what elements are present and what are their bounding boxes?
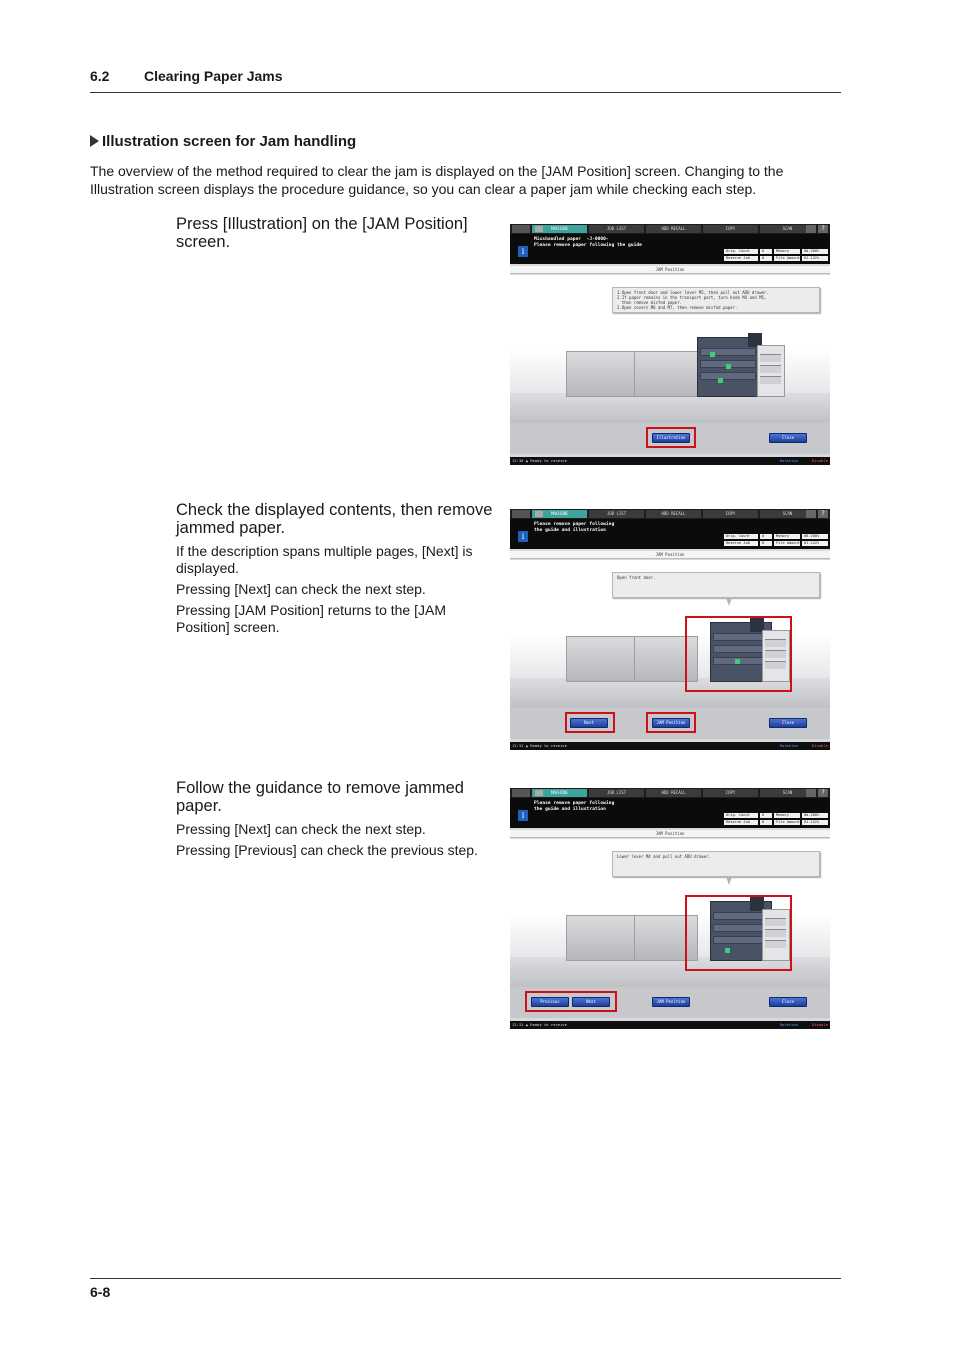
settings-icon[interactable] — [806, 510, 816, 518]
bubble-pointer — [726, 598, 732, 606]
panel-title: JAM Position — [510, 266, 830, 274]
subsection-heading — [90, 133, 356, 150]
section-title: Clearing Paper Jams — [144, 68, 283, 84]
step-3 — [176, 779, 496, 863]
status-left: 12:30 ▲ Ready to receive — [512, 458, 567, 463]
counter-panel — [724, 813, 830, 826]
settings-icon[interactable] — [806, 225, 816, 233]
file-amount-label: File Amount — [776, 541, 800, 545]
step-note: If the description spans multiple pages, [Next] is displayed. — [176, 543, 473, 576]
subsection-heading-text: Illustration screen for Jam handling — [102, 133, 357, 150]
tab-bar — [510, 788, 830, 798]
help-icon[interactable]: ? — [818, 510, 828, 518]
reserve-job-value: 0 — [760, 541, 772, 546]
next-button[interactable]: Next — [572, 997, 610, 1007]
step-heading: Follow the guidance to remove jammed paper. — [176, 779, 464, 815]
tray — [760, 376, 781, 384]
step-heading: Press [Illustration] on the [JAM Position] screen. — [176, 215, 468, 251]
illustration-button[interactable]: Illustration — [652, 433, 690, 443]
close-button[interactable]: Close — [769, 718, 807, 728]
orig-count-value: 0 — [760, 534, 772, 539]
file-amount-label: File Amount — [776, 820, 800, 824]
ready-text: Ready to receive — [530, 1022, 567, 1027]
tab-label: MACHINE — [551, 511, 568, 516]
step-note: Pressing [JAM Position] returns to the [JAM Position] screen. — [176, 602, 446, 635]
tab-label: SCAN — [782, 226, 793, 231]
drawer — [700, 372, 756, 380]
highlight-frame — [565, 712, 615, 733]
info-icon: i — [518, 810, 528, 821]
tab-hdd-recall[interactable] — [646, 789, 701, 797]
stacker-unit — [634, 351, 698, 397]
file-amount-value: 01.142% — [802, 256, 828, 261]
orig-count-value: 0 — [760, 249, 772, 254]
tab-hdd-recall[interactable] — [646, 510, 701, 518]
floor — [510, 393, 830, 423]
paper-feeder — [757, 345, 785, 397]
counter-panel — [724, 249, 830, 262]
drawer — [700, 348, 756, 356]
file-amount-value: 01.142% — [802, 541, 828, 546]
orig-count-value: 0 — [760, 813, 772, 818]
status-message: Misshandled paper -J-0000- Please remove paper following the guide — [534, 237, 642, 248]
screenshot-jam-position — [510, 224, 830, 465]
tab-label: JOB LIST — [606, 511, 627, 516]
tab-job-list[interactable] — [589, 789, 644, 797]
step-note: Pressing [Next] can check the next step. — [176, 821, 426, 837]
message-bar — [510, 234, 830, 264]
step-note: Pressing [Previous] can check the previous step. — [176, 842, 478, 858]
file-amount-label: File Amount — [776, 256, 800, 260]
status-left: 12:31 ▲ Ready to receive — [512, 1022, 567, 1027]
machine-icon — [535, 511, 543, 517]
reserve-job-value: 0 — [760, 256, 772, 261]
step-heading: Check the displayed contents, then remove jammed paper. — [176, 501, 493, 537]
close-button[interactable]: Close — [769, 997, 807, 1007]
tab-copy[interactable] — [703, 225, 758, 233]
tab-machine[interactable] — [532, 225, 587, 233]
tab-label: COPY — [725, 511, 736, 516]
tab-label: HDD RECALL — [661, 511, 686, 516]
machine-icon — [535, 790, 543, 796]
highlight-frame — [646, 427, 696, 448]
home-icon[interactable] — [512, 510, 530, 518]
step-1 — [176, 215, 496, 257]
orig-count-label: Orig. Count — [724, 534, 758, 539]
memory-label: Memory — [774, 813, 800, 818]
green-lever-marker — [726, 364, 731, 369]
orig-count-label: Orig. Count — [724, 249, 758, 254]
status-bar — [510, 742, 830, 750]
message-bar — [510, 519, 830, 549]
highlight-frame — [646, 712, 696, 733]
disable-indicator: Disable — [811, 1022, 828, 1027]
tab-bar — [510, 509, 830, 519]
help-icon[interactable]: ? — [818, 789, 828, 797]
memory-label: Memory — [774, 534, 800, 539]
tab-label: HDD RECALL — [661, 790, 686, 795]
intro-paragraph: The overview of the method required to clear the jam is displayed on the [JAM Position] screen. Changing to the Illustration screen displays the procedure guidance, so you can clear a paper jam while checking each step. — [90, 163, 784, 197]
memory-value: 00.200% — [802, 249, 828, 254]
memory-value: 00.200% — [802, 534, 828, 539]
tab-label: JOB LIST — [606, 790, 627, 795]
footer-rule — [90, 1278, 841, 1279]
status-message: Please remove paper following the guide and illustration — [534, 522, 615, 533]
tab-label: COPY — [725, 790, 736, 795]
next-button[interactable]: Next — [570, 718, 608, 728]
guide-bubble: Lower lever M4 and pull out ADU drawer. — [612, 851, 820, 877]
tab-label: COPY — [725, 226, 736, 231]
tab-job-list[interactable] — [589, 510, 644, 518]
tab-label: MACHINE — [551, 790, 568, 795]
highlight-frame — [525, 991, 617, 1012]
disable-indicator: Disable — [811, 458, 828, 463]
status-bar — [510, 1021, 830, 1029]
jam-position-button[interactable]: JAM Position — [652, 718, 690, 728]
reserve-job-label: Reserve Job — [724, 820, 758, 825]
tray — [760, 354, 781, 362]
reserve-job-label: Reserve Job — [724, 256, 758, 261]
counter-panel — [724, 534, 830, 547]
status-bar — [510, 457, 830, 465]
status-left: 12:31 ▲ Ready to receive — [512, 743, 567, 748]
settings-icon[interactable] — [806, 789, 816, 797]
clock-text: 12:31 — [512, 743, 524, 748]
green-lever-marker — [710, 352, 715, 357]
reserve-job-label: Reserve Job — [724, 541, 758, 546]
rotation-indicator: Rotation — [779, 1022, 798, 1027]
finisher-unit — [566, 636, 636, 682]
info-icon: i — [518, 531, 528, 542]
disable-indicator: Disable — [811, 743, 828, 748]
green-lever-marker — [718, 378, 723, 383]
screenshot-illustration-step2 — [510, 788, 830, 1029]
section-number: 6.2 — [90, 68, 110, 84]
info-icon: i — [518, 246, 528, 257]
rotation-indicator: Rotation — [779, 458, 798, 463]
tab-copy[interactable] — [703, 789, 758, 797]
reserve-job-value: 0 — [760, 820, 772, 825]
triangle-bullet-icon — [90, 135, 99, 147]
rotation-indicator: Rotation — [779, 743, 798, 748]
guide-bubble: 1.Open front door and lower lever M5, then pull out ADU drawer. 2.If paper remains in the transport part, turn knob M4 and M5, then remove misfed paper. 2.Open covers M6 and M7, then remove misfed paper. — [612, 287, 820, 313]
bubble-pointer — [726, 877, 732, 885]
step-2 — [176, 501, 496, 640]
machine-icon — [535, 226, 543, 232]
clock-text: 12:30 — [512, 458, 524, 463]
tab-machine[interactable] — [532, 510, 587, 518]
file-amount-value: 01.142% — [802, 820, 828, 825]
ready-text: Ready to receive — [530, 458, 567, 463]
screenshot-illustration-step1 — [510, 509, 830, 750]
status-message: Please remove paper following the guide and illustration — [534, 801, 615, 812]
tab-bar — [510, 224, 830, 234]
tab-label: MACHINE — [551, 226, 568, 231]
home-icon[interactable] — [512, 789, 530, 797]
tab-label: HDD RECALL — [661, 226, 686, 231]
tab-job-list[interactable] — [589, 225, 644, 233]
clock-text: 12:31 — [512, 1022, 524, 1027]
tab-label: SCAN — [782, 511, 793, 516]
guide-bubble: Open front door. — [612, 572, 820, 598]
previous-button[interactable]: Previous — [531, 997, 569, 1007]
tab-machine[interactable] — [532, 789, 587, 797]
help-icon[interactable]: ? — [818, 225, 828, 233]
tray — [760, 365, 781, 373]
tab-label: SCAN — [782, 790, 793, 795]
home-icon[interactable] — [512, 225, 530, 233]
panel-title: JAM Position — [510, 551, 830, 559]
ready-text: Ready to receive — [530, 743, 567, 748]
page-number: 6-8 — [90, 1284, 111, 1300]
tab-copy[interactable] — [703, 510, 758, 518]
running-header — [90, 68, 841, 93]
message-bar — [510, 798, 830, 828]
close-button[interactable]: Close — [769, 433, 807, 443]
memory-label: Memory — [774, 249, 800, 254]
tab-hdd-recall[interactable] — [646, 225, 701, 233]
highlight-frame — [685, 616, 792, 692]
step-note: Pressing [Next] can check the next step. — [176, 581, 426, 597]
highlight-frame — [685, 895, 792, 971]
tab-label: JOB LIST — [606, 226, 627, 231]
panel-title: JAM Position — [510, 830, 830, 838]
finisher-unit — [566, 351, 636, 397]
machine-illustration — [510, 275, 830, 423]
orig-count-label: Orig. Count — [724, 813, 758, 818]
finisher-unit — [566, 915, 636, 961]
memory-value: 00.200% — [802, 813, 828, 818]
jam-position-button[interactable]: JAM Position — [652, 997, 690, 1007]
